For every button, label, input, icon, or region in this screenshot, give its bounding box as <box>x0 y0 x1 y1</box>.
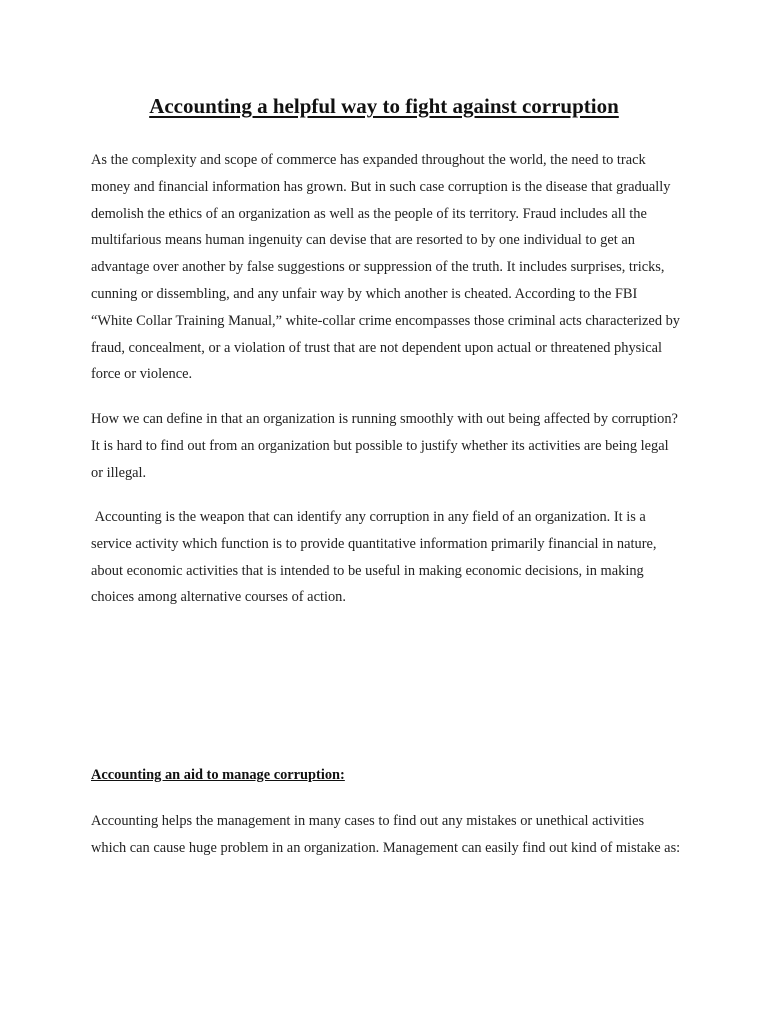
paragraph-question: How we can define in that an organization is running smoothly with out being affected by corruption? It is hard to find out from an organization but possible to justify whether its activities are being legal or illegal. <box>91 411 678 481</box>
paragraph-accounting-weapon: Accounting is the weapon that can identify any corruption in any field of an organization. It is a service activity which function is to provide quantitative information primarily financial in nature, about economic activities that is intended to be useful in making economic decisions, in making choices among alternative courses of action. <box>91 509 661 606</box>
section-heading: Accounting an aid to manage corruption: <box>91 767 345 783</box>
document-title: Accounting a helpful way to fight against corruption <box>149 94 619 118</box>
paragraph-intro: As the complexity and scope of commerce has expanded throughout the world, the need to track money and financial information has grown. But in such case corruption is the disease that gradually demolish the ethics of an organization as well as the people of its territory. Fraud includes all the multifarious means human ingenuity can devise that are resorted to by one individual to get an advantage over another by false suggestions or suppression of the truth. It includes surprises, tricks, cunning or dissembling, and any unfair way by which another is cheated. According to the FBI “White Collar Training Manual,” white-collar crime encompasses those criminal acts characterized by fraud, concealment, or a violation of trust that are not dependent upon actual or threatened physical force or violence. <box>91 152 681 383</box>
paragraph-section-body: Accounting helps the management in many cases to find out any mistakes or unethical activities which can cause huge problem in an organization. Management can easily find out kind of mistake as: <box>91 813 681 856</box>
